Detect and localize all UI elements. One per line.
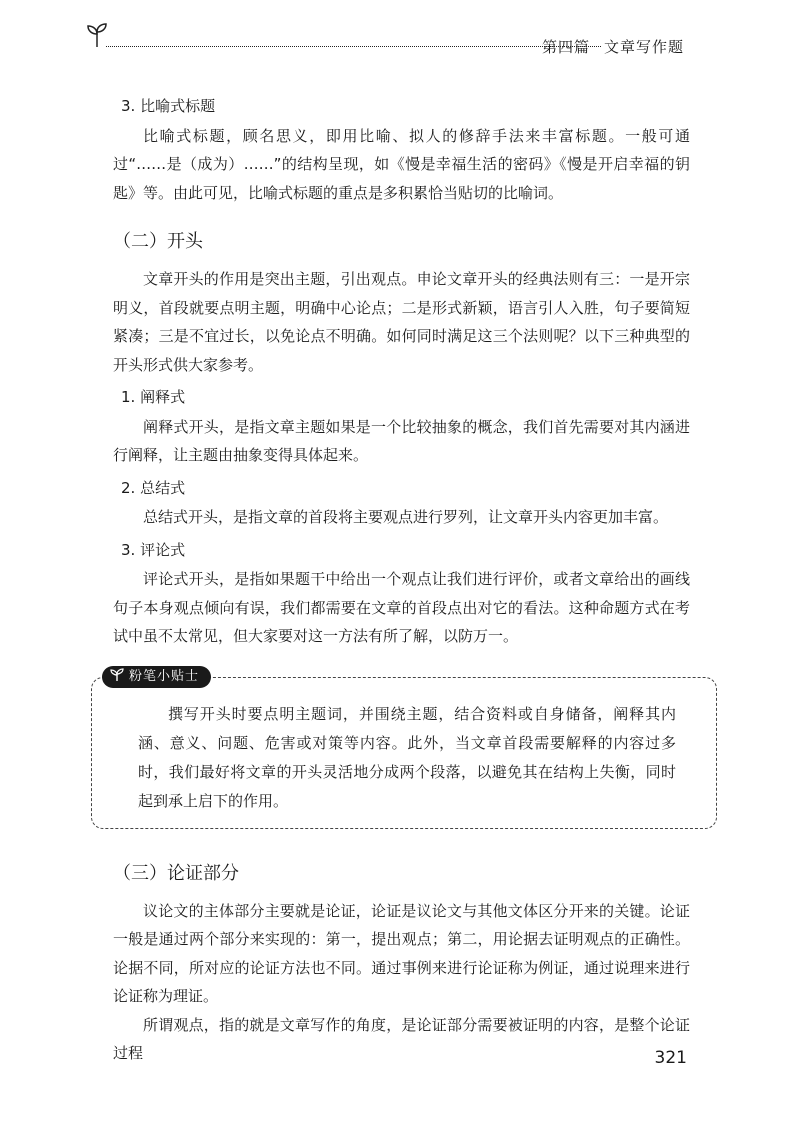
tip-box (91, 668, 717, 829)
header-part: 第四篇 (541, 38, 590, 56)
paragraph-explanatory: 阐释式开头，是指文章主题如果是一个比较抽象的概念，我们首先需要对其内涵进行阐释，让主题由抽象变得具体起来。 (113, 417, 690, 464)
subheading-metaphor-title: 3. 比喻式标题 (121, 97, 216, 115)
subheading-summary: 2. 总结式 (121, 478, 186, 497)
section-heading-argument: （三）论证部分 (113, 862, 239, 884)
section-heading-opening: （二）开头 (113, 231, 203, 252)
paragraph-commentary: 评论式开头，是指如果题干中给出一个观点让我们进行评价，或者文章给出的画线句子本身观点倾向有误，我们都需要在文章的首段点出对它的看法。这种命题方式在考试中虽不太常见，但大家要对这一方法有所了解，以防万一。 (113, 570, 690, 645)
paragraph-opening-intro: 文章开头的作用是突出主题，引出观点。申论文章开头的经典法则有三：一是开宗明义，首段就要点明主题，明确中心论点；二是形式新颖，语言引人入胜，句子要简短紧凑；三是不宜过长，以免论点不明确。如何同时满足这三个法则呢？以下三种典型的开头形式供大家参考。 (113, 270, 690, 374)
header-chapter: 文章写作题 (603, 38, 684, 56)
header-rule (106, 46, 601, 47)
subheading-commentary: 3. 评论式 (121, 540, 186, 559)
tip-body: 撰写开头时要点明主题词，并围绕主题，结合资料或自身储备，阐释其内涵、意义、问题、危害或对策等内容。此外，当文章首段需要解释的内容过多时，我们最好将文章的开头灵活地分成两个段落，以避免其在结构上失衡，同时起到承上启下的作用。 (138, 704, 676, 810)
header-title (528, 36, 684, 57)
paragraph-argument-1: 议论文的主体部分主要就是论证，论证是议论文与其他文体区分开来的关键。论证一般是通过两个部分来实现的：第一，提出观点；第二，用论据去证明观点的正确性。论据不同，所对应的论证方法也不同。通过事例来进行论证称为例证，通过说理来进行论证称为理证。 (113, 901, 690, 1005)
sprout-icon (86, 22, 108, 48)
subheading-explanatory: 1. 阐释式 (121, 388, 186, 406)
paragraph-metaphor-title: 比喻式标题，顾名思义，即用比喻、拟人的修辞手法来丰富标题。一般可通过“……是（成为）……”的结构呈现，如《慢是幸福生活的密码》《慢是开启幸福的钥匙》等。由此可见，比喻式标题的重点是多积累恰当贴切的比喻词。 (113, 126, 690, 202)
page-body (113, 88, 690, 1068)
paragraph-argument-2: 所谓观点，指的就是文章写作的角度，是论证部分需要被证明的内容，是整个论证过程 (113, 1015, 690, 1062)
page-number: 321 (654, 1048, 687, 1068)
running-header (86, 22, 686, 58)
tip-label (102, 666, 211, 688)
paragraph-summary: 总结式开头，是指文章的首段将主要观点进行罗列，让文章开头内容更加丰富。 (143, 508, 669, 526)
sprout-icon (110, 668, 124, 682)
tip-label-text: 粉笔小贴士 (129, 668, 200, 684)
